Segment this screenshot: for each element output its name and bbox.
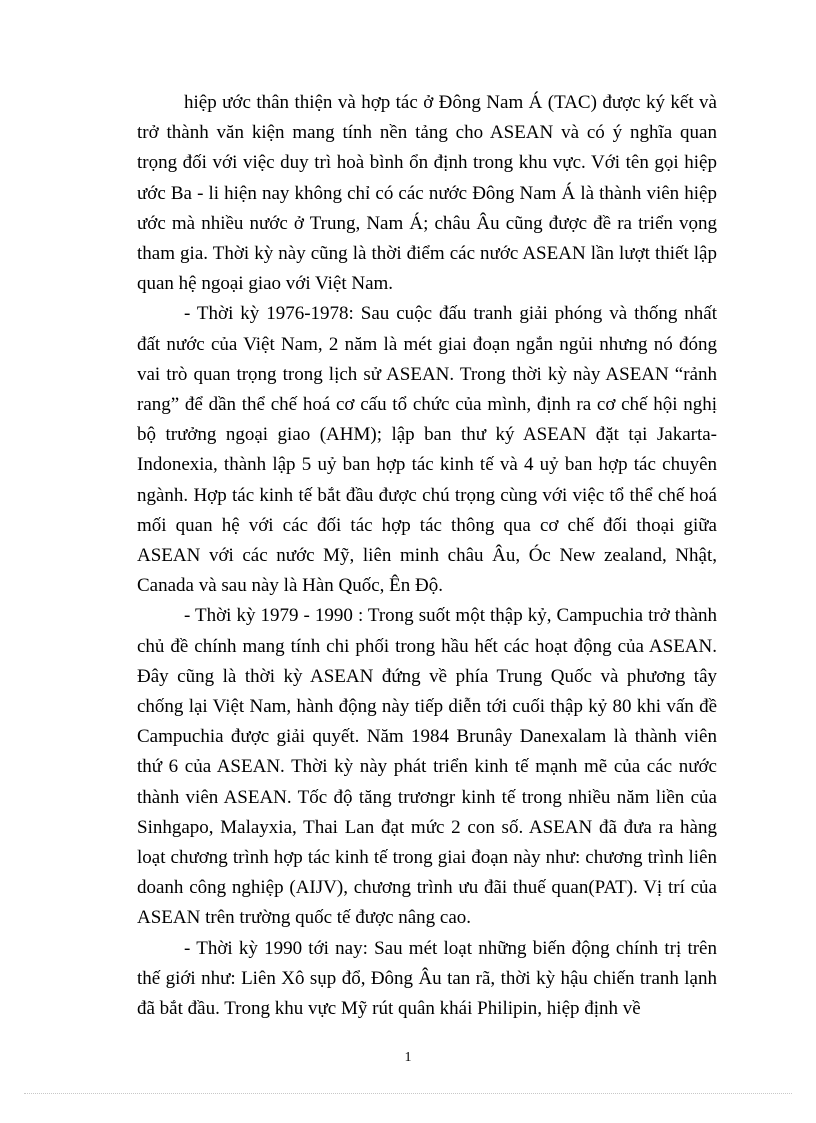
paragraph-tac-treaty: hiệp ước thân thiện và hợp tác ở Đông Nam Á (TAC) được ký kết và trở thành văn kiện mang tính nền tảng cho ASEAN và có ý nghĩa quan trọng đối với việc duy trì hoà bình ổn định trong khu vực. Với tên gọi hiệp ước Ba - li hiện nay không chỉ có các nước Đông Nam Á là thành viên hiệp ước mà nhiều nước ở Trung, Nam Á; châu Âu cũng được đề ra triển vọng tham gia. Thời kỳ này cũng là thời điểm các nước ASEAN lần lượt thiết lập quan hệ ngoại giao với Việt Nam. xyxy=(137,92,717,295)
paragraph-period-1976-1978: - Thời kỳ 1976-1978: Sau cuộc đấu tranh giải phóng và thống nhất đất nước của Việt Nam, 2 năm là mét giai đoạn ngắn ngủi nhưng nó đóng vai trò quan trọng trong lịch sử ASEAN. Trong thời kỳ này ASEAN “rảnh rang” để dần thể chế hoá cơ cấu tổ chức của mình, định ra cơ chế hội nghị bộ trưởng ngoại giao (AHM); lập ban thư ký ASEAN đặt tại Jakarta-Indonexia, thành lập 5 uỷ ban hợp tác kinh tế và 4 uỷ ban hợp tác chuyên ngành. Hợp tác kinh tế bắt đầu được chú trọng cùng với việc tổ thể chế hoá mối quan hệ với các đối tác hợp tác thông qua cơ chế đối thoại giữa ASEAN với các nước Mỹ, liên minh châu Âu, Óc New zealand, Nhật, Canada và sau này là Hàn Quốc, Ên Độ. xyxy=(137,303,717,597)
paragraph-period-1990-present: - Thời kỳ 1990 tới nay: Sau mét loạt những biến động chính trị trên thế giới như: Liên Xô sụp đổ, Đông Âu tan rã, thời kỳ hậu chiến tranh lạnh đã bắt đầu. Trong khu vực Mỹ rút quân khái Philipin, hiệp định về xyxy=(137,937,717,1020)
paragraph-period-1979-1990: - Thời kỳ 1979 - 1990 : Trong suốt một thập kỷ, Campuchia trở thành chủ đề chính mang tính chi phối trong hầu hết các hoạt động của ASEAN. Đây cũng là thời kỳ ASEAN đứng về phía Trung Quốc và phương tây chống lại Việt Nam, hành động này tiếp diễn tới cuối thập kỷ 80 khi vấn đề Campuchia được giải quyết. Năm 1984 Brunây Danexalam là thành viên thứ 6 của ASEAN. Thời kỳ này phát triển kinh tế mạnh mẽ của các nước thành viên ASEAN. Tốc độ tăng trươngr kinh tế trong nhiều năm liền của Sinhgapo, Malayxia, Thai Lan đạt mức 2 con số. ASEAN đã đưa ra hàng loạt chương trình hợp tác kinh tế trong giai đoạn này như: chương trình liên doanh công nghiệp (AIJV), chương trình ưu đãi thuế quan(PAT). Vị trí của ASEAN trên trường quốc tế được nâng cao. xyxy=(137,605,717,929)
document-body xyxy=(137,88,717,1024)
page-bottom-divider xyxy=(24,1093,792,1094)
page-number: 1 xyxy=(404,1050,412,1065)
